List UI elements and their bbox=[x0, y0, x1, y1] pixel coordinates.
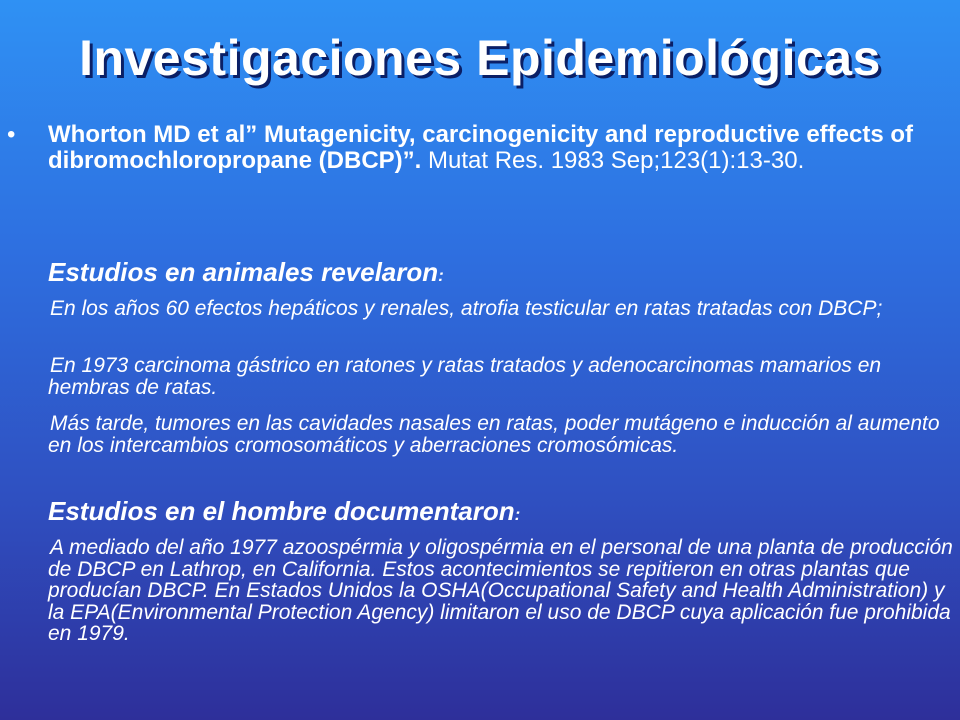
slide-title: Investigaciones Epidemiológicas bbox=[79, 30, 881, 86]
animals-heading bbox=[48, 257, 444, 291]
reference-authors-title: Whorton MD et al” Mutagenicity, carcinogenicity and reproductive effects of dibromochloropropane (DBCP)”. bbox=[48, 121, 914, 174]
humans-heading bbox=[48, 496, 520, 530]
animals-heading-text: Estudios en animales revelaron bbox=[48, 257, 439, 287]
animals-finding-2: En 1973 carcinoma gástrico en ratones y ratas tratados y adenocarcinomas mamarios en hembras de ratas. bbox=[48, 354, 882, 399]
humans-heading-colon: : bbox=[514, 505, 521, 524]
animals-finding-3: Más tarde, tumores en las cavidades nasales en ratas, poder mutágeno e inducción al aumento en los intercambios cromosomáticos y aberraciones cromosómicas. bbox=[48, 412, 940, 457]
animals-heading-colon: : bbox=[438, 266, 444, 285]
humans-finding: A mediado del año 1977 azoospérmia y oligospérmia en el personal de una planta de producción de DBCP en Lathrop, en California. Estos acontecimientos se repitieron en otras plantas que producían DBCP. En Estados Unidos la OSHA(Occupational Safety and Health Administration) y la EPA(Environmental Protection Agency) limitaron el uso de DBCP cuya aplicación fue prohibida en 1979. bbox=[48, 536, 953, 645]
reference-journal: Mutat Res. 1983 Sep;123(1):13-30. bbox=[428, 147, 805, 174]
bullet-marker: • bbox=[7, 121, 16, 148]
humans-heading-text: Estudios en el hombre documentaron bbox=[48, 496, 515, 526]
reference-citation bbox=[48, 122, 938, 174]
animals-finding-1: En los años 60 efectos hepáticos y renales, atrofia testicular en ratas tratadas con DBCP; bbox=[50, 297, 883, 320]
